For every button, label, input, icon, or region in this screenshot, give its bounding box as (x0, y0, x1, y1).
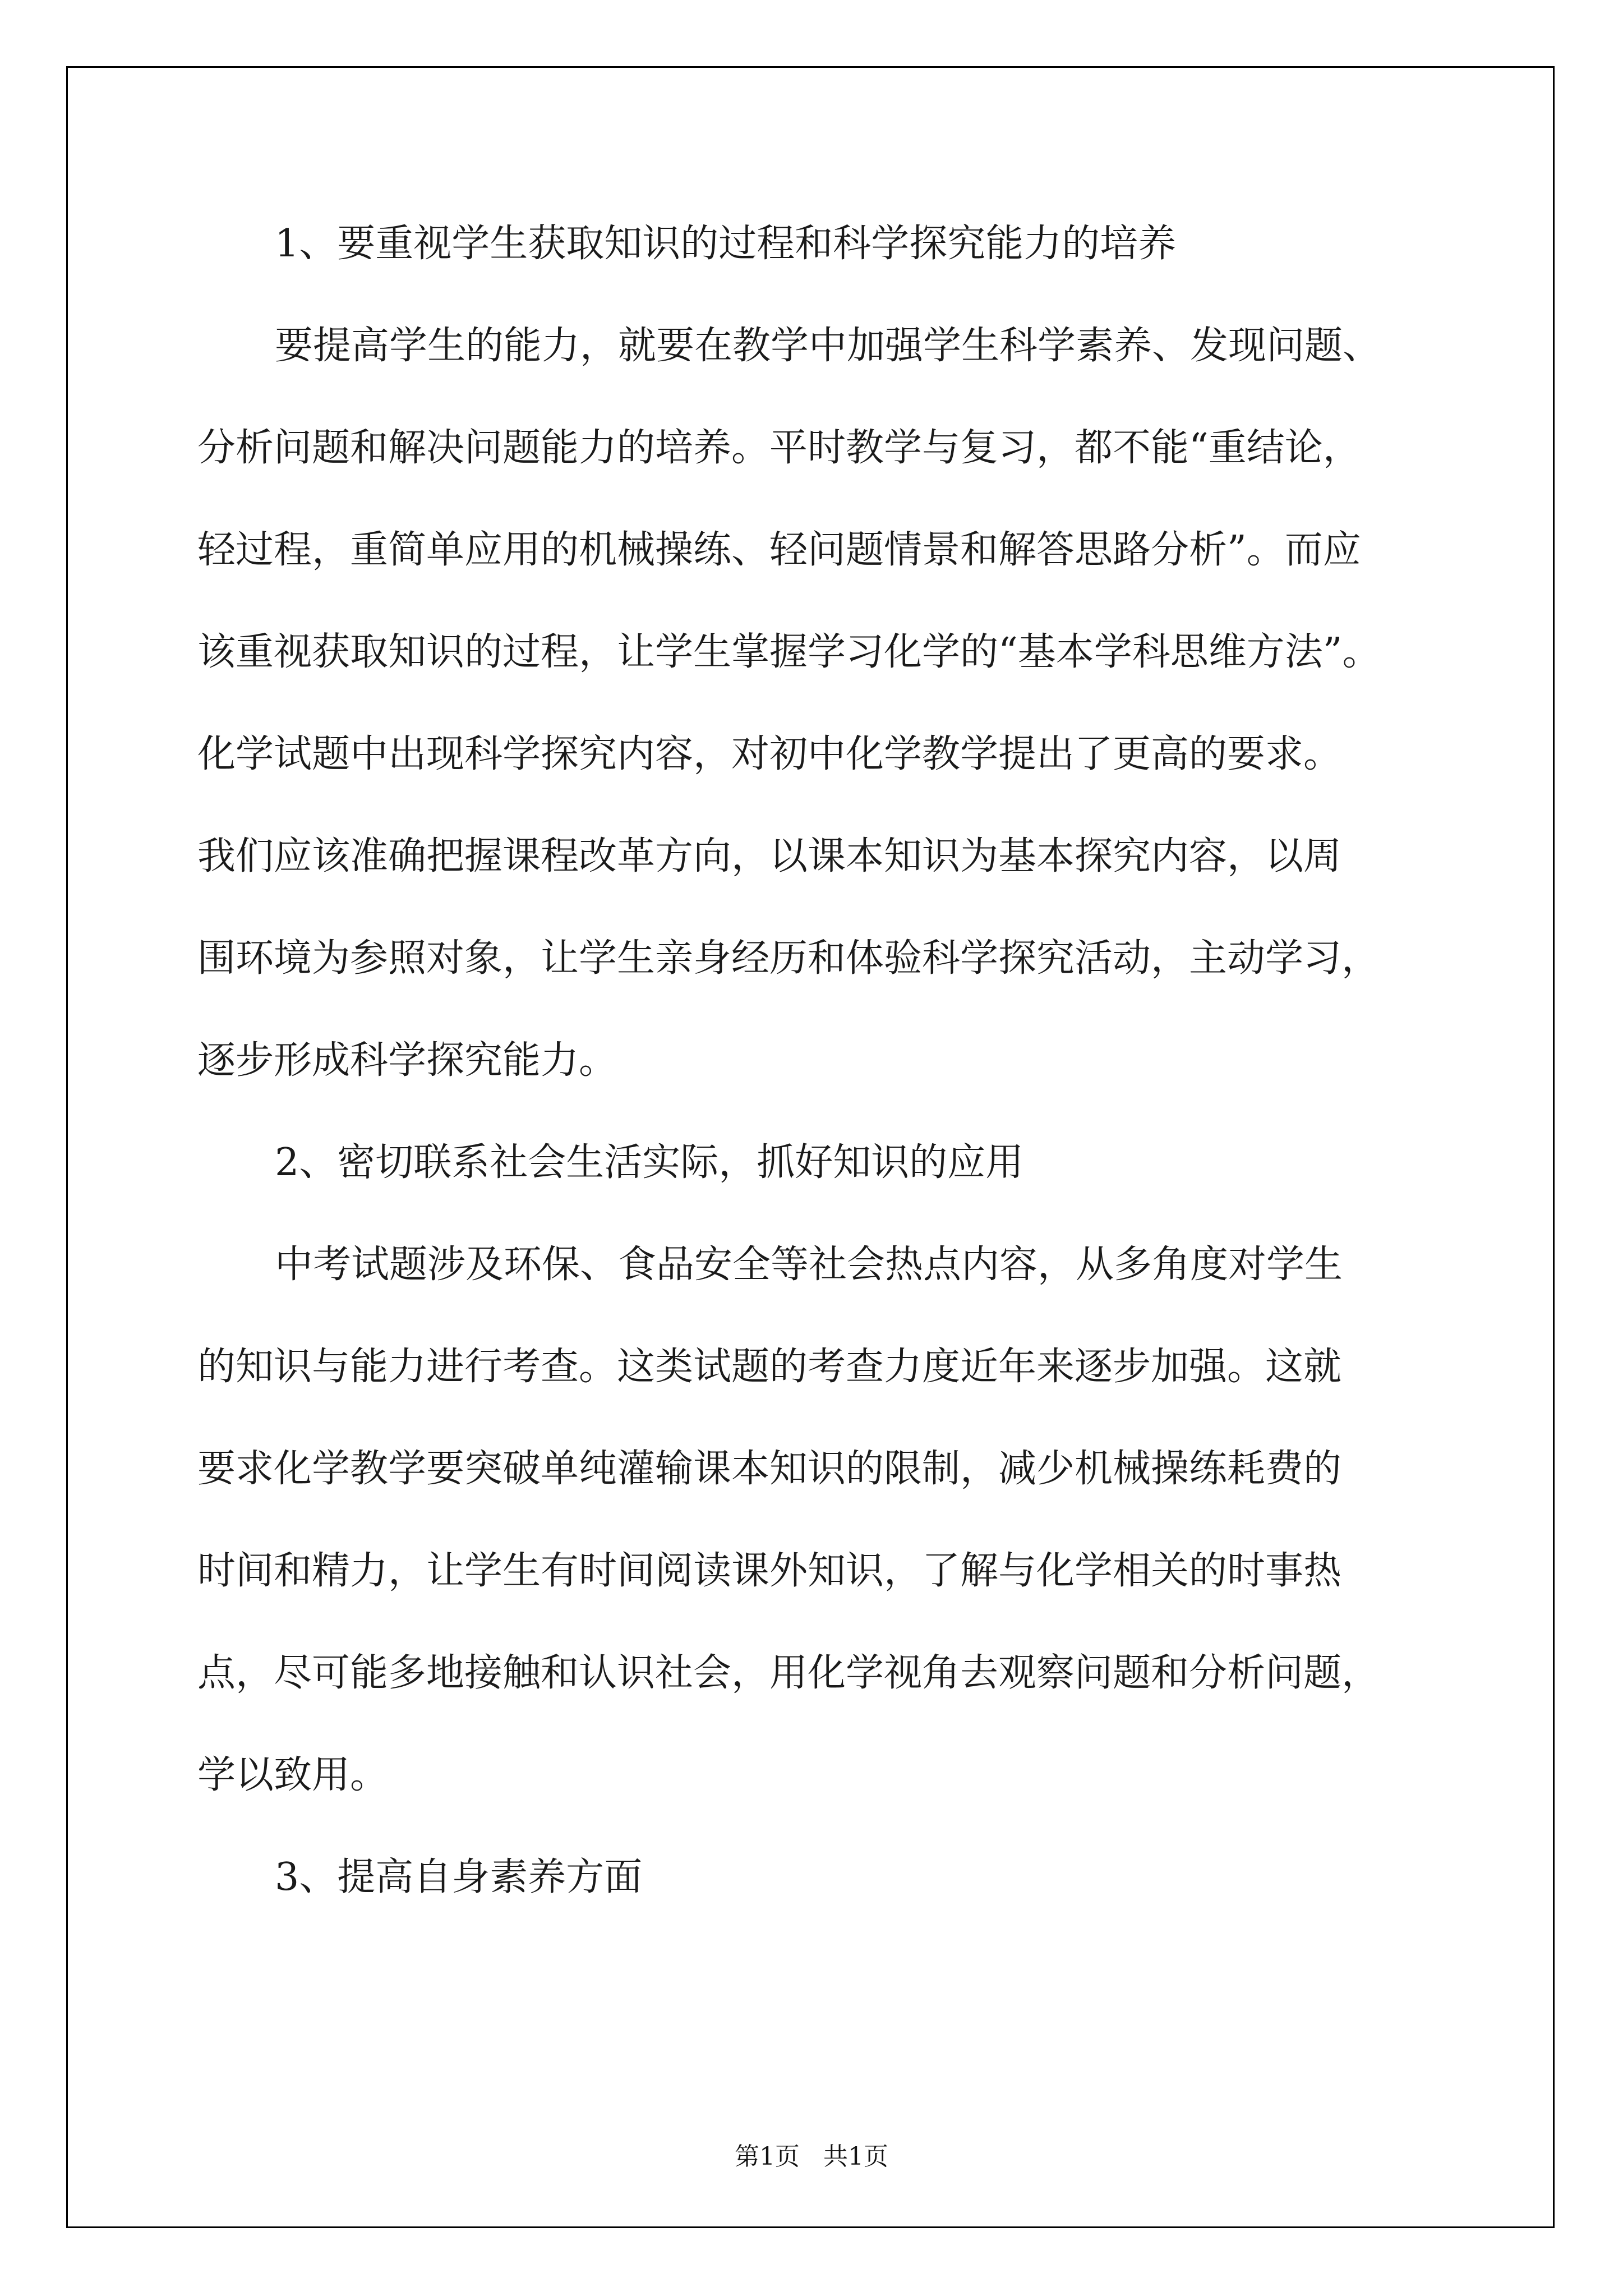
paragraph-line: 学以致用。 (197, 1753, 389, 1797)
paragraph-line: 点，尽可能多地接触和认识社会，用化学视角去观察问题和分析问题， (197, 1651, 1380, 1695)
paragraph-line: 轻过程，重简单应用的机械操练、轻问题情景和解答思路分析”。而应 (197, 528, 1361, 572)
paragraph-line: 要提高学生的能力，就要在教学中加强学生科学素养、发现问题、 (275, 324, 1381, 368)
paragraph-line: 要求化学教学要突破单纯灌输课本知识的限制，减少机械操练耗费的 (197, 1447, 1342, 1491)
page-number-footer: 第1页 共1页 (735, 2142, 888, 2171)
heading-3: 3、提高自身素养方面 (275, 1855, 643, 1899)
paragraph-line: 该重视获取知识的过程，让学生掌握学习化学的“基本学科思维方法”。 (197, 630, 1381, 674)
paragraph-line: 逐步形成科学探究能力。 (197, 1038, 617, 1083)
paragraph-line: 时间和精力，让学生有时间阅读课外知识，了解与化学相关的时事热 (197, 1549, 1342, 1593)
paragraph-line: 围环境为参照对象，让学生亲身经历和体验科学探究活动，主动学习， (197, 936, 1380, 981)
paragraph-line: 我们应该准确把握课程改革方向，以课本知识为基本探究内容，以周 (197, 834, 1342, 878)
heading-2: 2、密切联系社会生活实际，抓好知识的应用 (275, 1140, 1024, 1185)
paragraph-line: 分析问题和解决问题能力的培养。平时教学与复习，都不能“重结论， (197, 426, 1361, 470)
document-body (197, 216, 1459, 1952)
paragraph-line: 化学试题中出现科学探究内容，对初中化学教学提出了更高的要求。 (197, 732, 1342, 776)
paragraph-line: 中考试题涉及环保、食品安全等社会热点内容，从多角度对学生 (275, 1243, 1343, 1287)
heading-1: 1、要重视学生获取知识的过程和科学探究能力的培养 (275, 222, 1177, 266)
paragraph-line: 的知识与能力进行考查。这类试题的考查力度近年来逐步加强。这就 (197, 1345, 1342, 1389)
